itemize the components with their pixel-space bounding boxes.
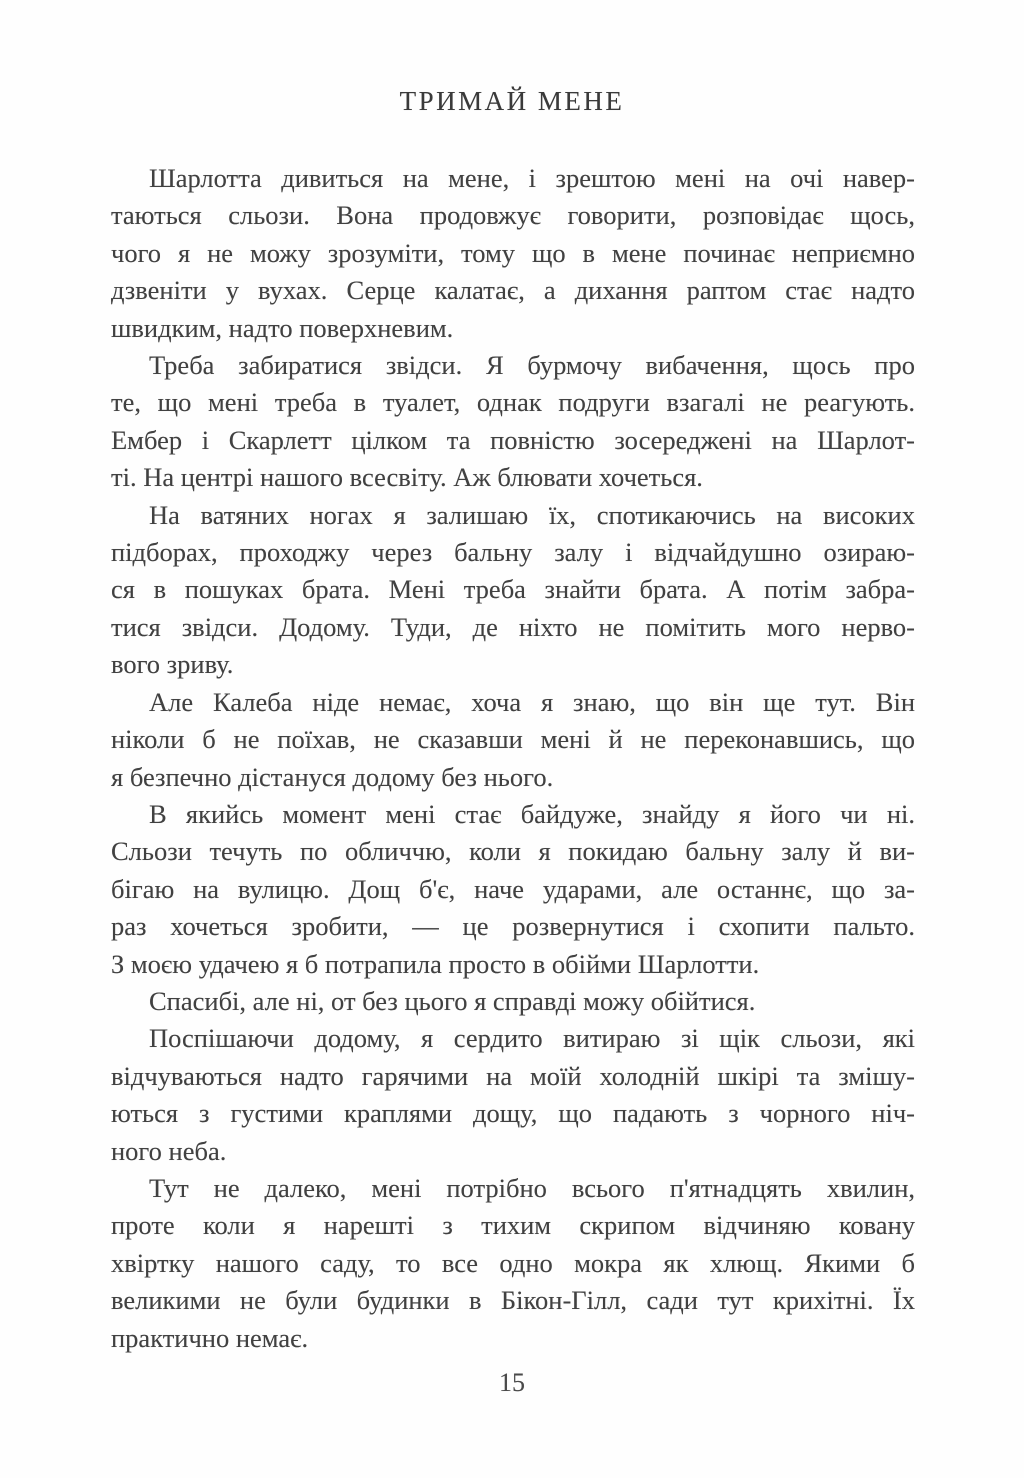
text-line: дзвеніти у вухах. Серце калатає, а дихання раптом стає надто	[111, 275, 915, 306]
text-line: великими не були будинки в Бікон-Гілл, сади тут крихітні. Їх	[111, 1285, 915, 1316]
text-line: З моєю удачею я б потрапила просто в обійми Шарлотти.	[111, 948, 760, 979]
text-line: В якийсь момент мені стає байдуже, знайду я його чи ні.	[149, 798, 915, 829]
chapter-title: ТРИМАЙ МЕНЕ	[399, 86, 625, 116]
text-line: раз хочеться зробити, — це розвернутися і схопити пальто.	[111, 911, 915, 942]
text-line: ніколи б не поїхав, не сказавши мені й не переконавшись, що	[111, 724, 915, 755]
text-line: Тут не далеко, мені потрібно всього п'ятнадцять хвилин,	[149, 1172, 915, 1203]
text-line: бігаю на вулицю. Дощ б'є, наче ударами, але останнє, що за-	[111, 873, 915, 904]
text-line: ного неба.	[111, 1135, 227, 1166]
text-line: я безпечно дістануся додому без нього.	[111, 761, 554, 792]
text-line: ся в пошуках брата. Мені треба знайти брата. А потім забра-	[111, 574, 915, 605]
text-line: вого зриву.	[111, 649, 234, 680]
text-line: швидким, надто поверхневим.	[111, 312, 454, 343]
text-line: хвіртку нашого саду, то все одно мокра як хлющ. Якими б	[111, 1247, 915, 1278]
text-line: Поспішаючи додому, я сердито витираю зі щік сльози, які	[149, 1023, 915, 1054]
text-line: ті. На центрі нашого всесвіту. Аж блювати хочеться.	[111, 462, 703, 493]
text-line: практично немає.	[111, 1322, 309, 1353]
text-line: тися звідси. Додому. Туди, де ніхто не помітить мого нерво-	[111, 611, 915, 642]
text-line: проте коли я нарешті з тихим скрипом відчиняю ковану	[111, 1210, 915, 1241]
text-line: На ватяних ногах я залишаю їх, спотикаючись на високих	[149, 499, 915, 530]
text-line: таються сльози. Вона продовжує говорити, розповідає щось,	[111, 200, 915, 231]
text-line: Сльози течуть по обличчю, коли я покидаю бальну залу й ви-	[111, 836, 915, 867]
text-line: Ембер і Скарлетт цілком та повністю зосереджені на Шарлот-	[111, 424, 915, 455]
body-text	[111, 160, 915, 1357]
text-line: Шарлотта дивиться на мене, і зрештою мені на очі навер-	[149, 163, 915, 193]
text-line: Але Калеба ніде немає, хоча я знаю, що він ще тут. Він	[149, 686, 915, 717]
text-line: чого я не можу зрозуміти, тому що в мене починає неприємно	[111, 237, 915, 268]
text-line: те, що мені треба в туалет, однак подруги взагалі не реагують.	[111, 387, 915, 418]
page-number: 15	[499, 1368, 525, 1397]
text-line: ються з густими краплями дощу, що падають з чорного ніч-	[111, 1098, 915, 1129]
text-line: відчуваються надто гарячими на моїй холодній шкірі та змішу-	[111, 1060, 915, 1091]
text-line: Треба забиратися звідси. Я бурмочу вибачення, щось про	[149, 350, 915, 381]
text-line: Спасибі, але ні, от без цього я справді можу обійтися.	[149, 985, 756, 1016]
text-line: підборах, проходжу через бальну залу і відчайдушно озираю-	[111, 537, 915, 568]
